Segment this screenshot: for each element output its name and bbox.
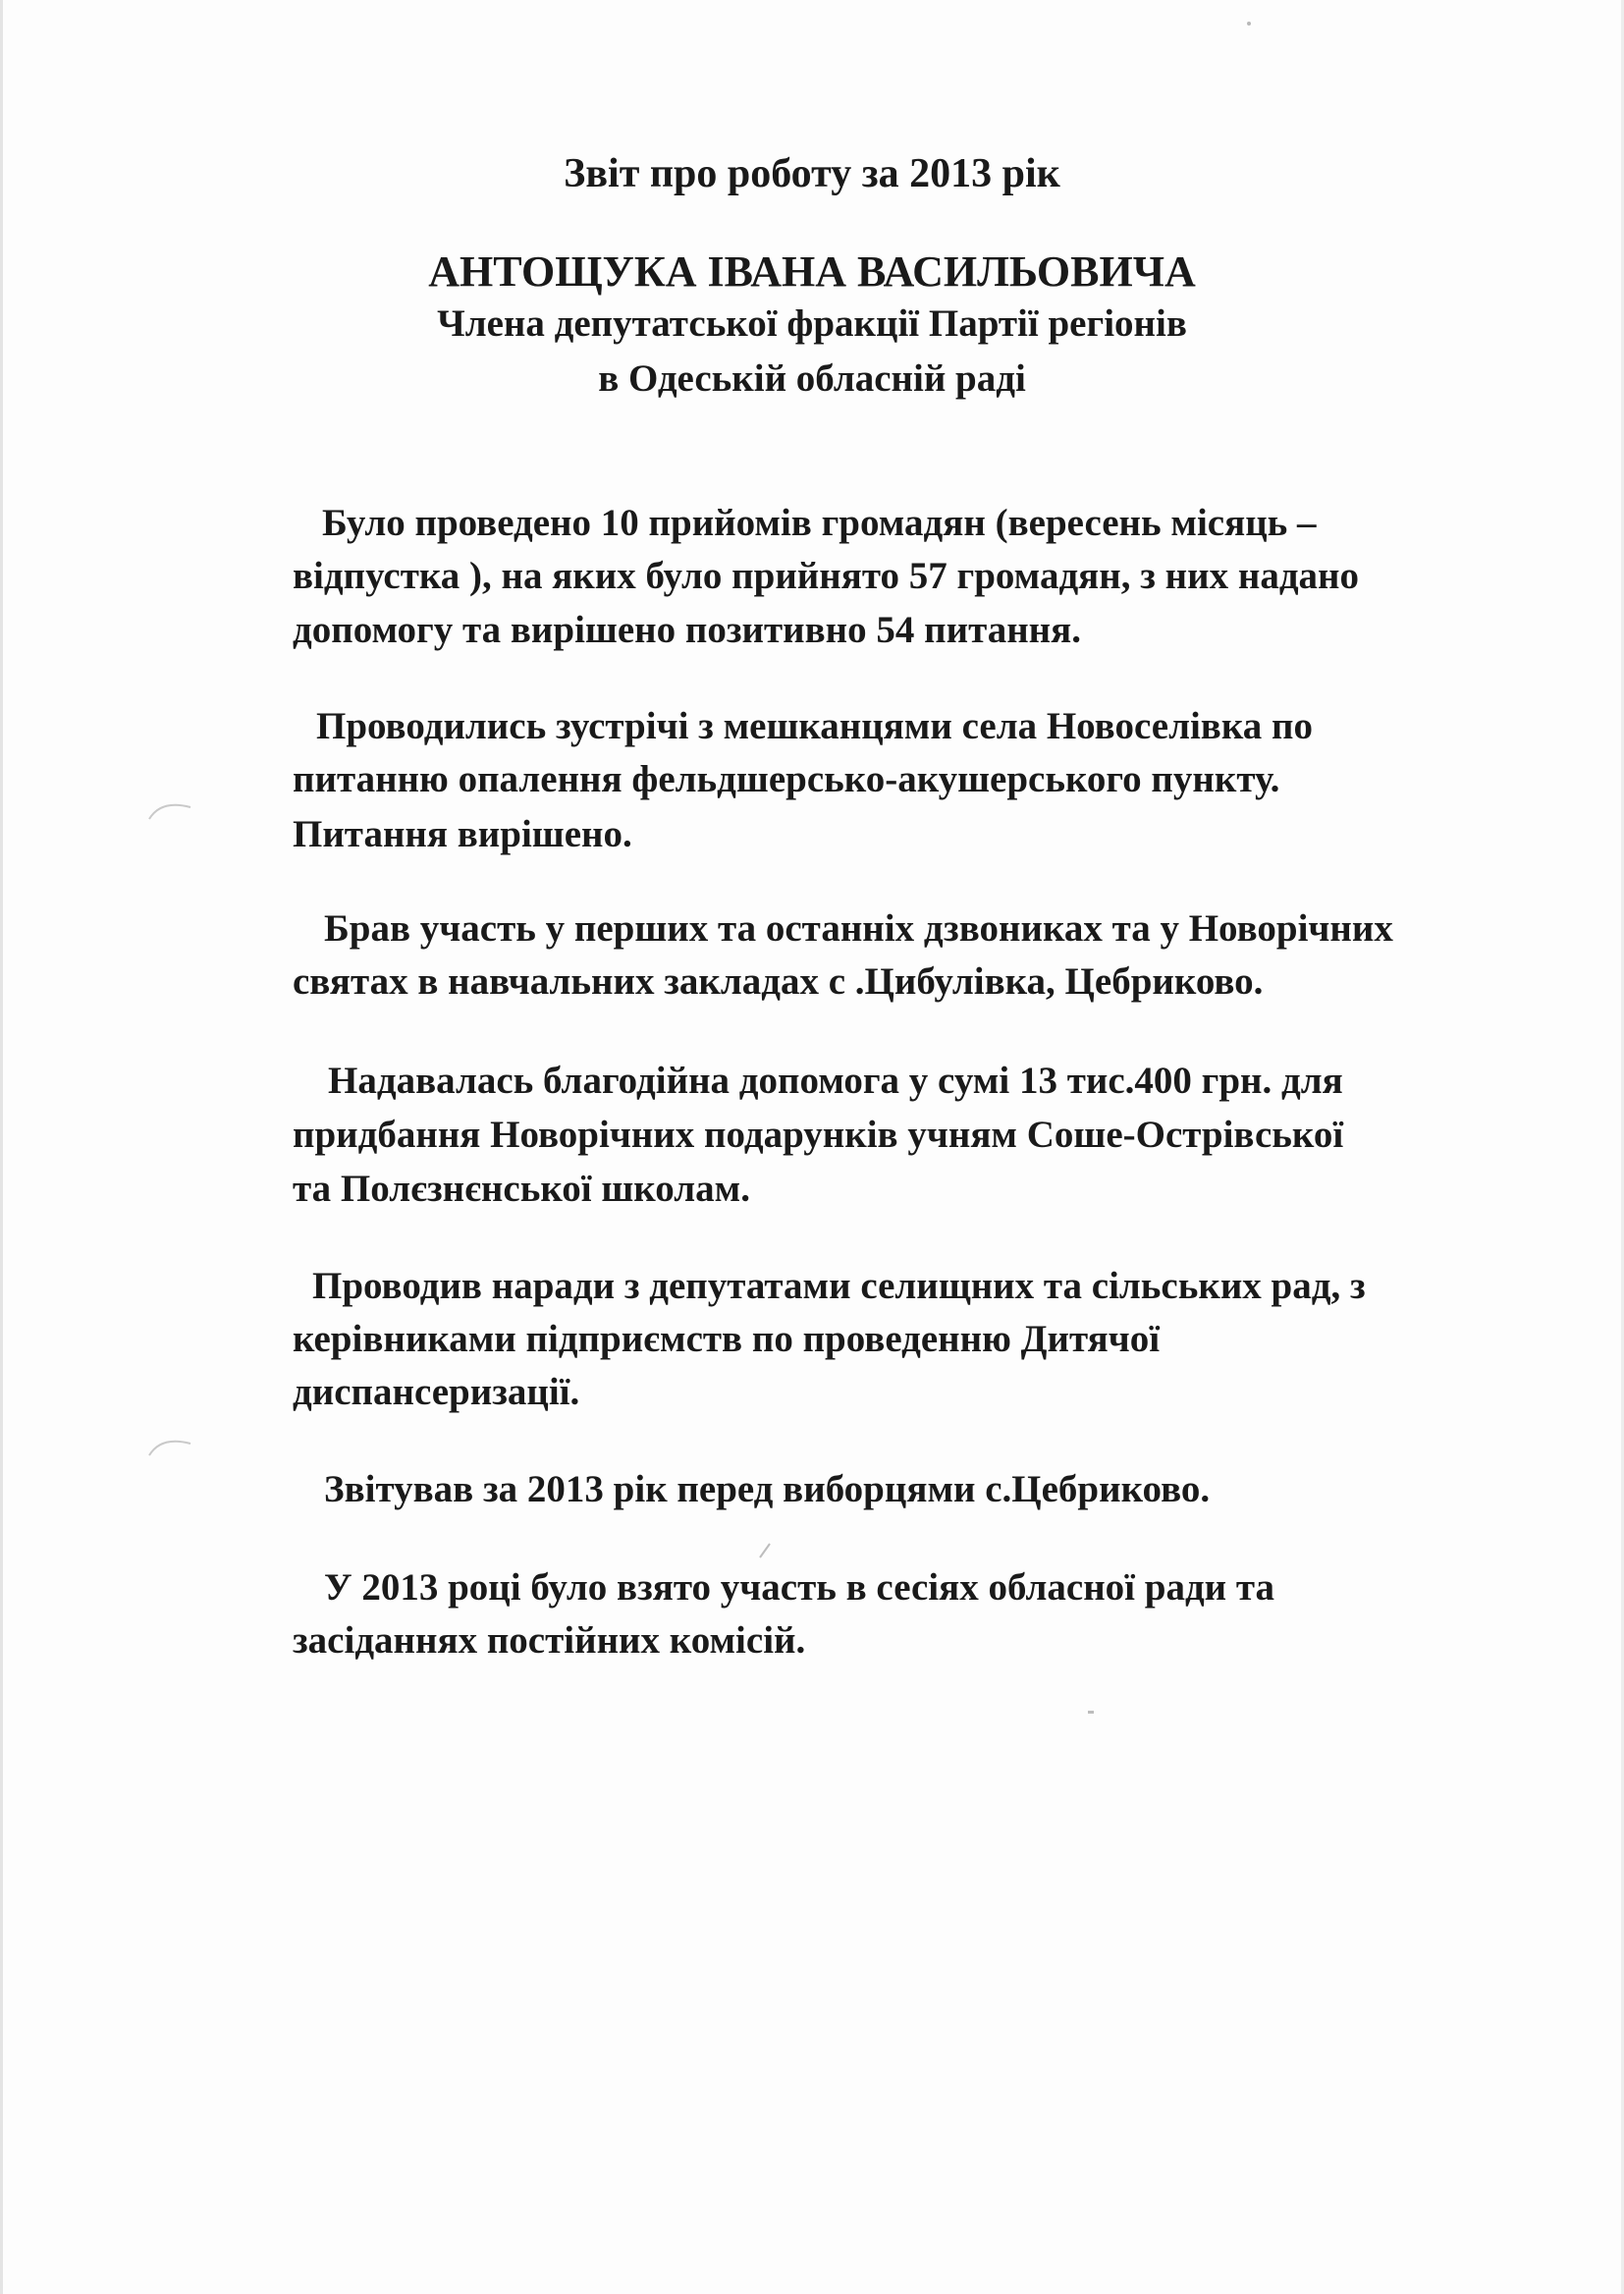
paragraph-1-line-3: допомогу та вирішено позитивно 54 питання. — [293, 609, 1082, 651]
paragraph-3-line-2: святах в навчальних закладах с .Цибулівка, Цебриково. — [293, 960, 1264, 1003]
paragraph-2-line-2: питанню опалення фельдшерсько-акушерського пункту. — [293, 758, 1280, 800]
paragraph-7-line-2: засіданнях постійних комісій. — [293, 1619, 806, 1662]
paragraph-4-line-1: Надавалась благодійна допомога у сумі 13 тис.400 грн. для — [328, 1060, 1343, 1102]
paragraph-5-line-1: Проводив наради з депутатами селищних та сільських рад, з — [312, 1265, 1366, 1307]
paragraph-5-line-2: керівниками підприємств по проведенню Дитячої — [293, 1318, 1161, 1360]
scan-speck — [758, 1542, 772, 1559]
paragraph-1-line-1: Було проведено 10 прийомів громадян (вересень місяць – — [322, 502, 1317, 544]
paragraph-2-line-1: Проводились зустрічі з мешканцями села Новоселівка по — [316, 705, 1313, 747]
position-line-2: в Одеській обласній раді — [598, 357, 1026, 400]
report-title: Звіт про роботу за 2013 рік — [564, 151, 1060, 196]
punch-hole-mark-lower — [147, 1430, 192, 1459]
position-line-1: Члена депутатської фракції Партії регіонів — [437, 302, 1187, 345]
paragraph-2-line-3: Питання вирішено. — [293, 813, 632, 855]
left-edge-shadow — [0, 0, 3, 2294]
scan-dot-top — [1247, 22, 1251, 26]
paragraph-4-line-2: придбання Новорічних подарунків учням Соше-Острівської — [293, 1114, 1344, 1156]
paragraph-5-line-3: диспансеризації. — [293, 1371, 580, 1413]
paragraph-6-line-1: Звітував за 2013 рік перед виборцями с.Цебриково. — [324, 1468, 1211, 1510]
paragraph-4-line-3: та Полєзнєнської школам. — [293, 1168, 750, 1210]
paragraph-7-line-1: У 2013 році було взято участь в сесіях обласної ради та — [324, 1566, 1275, 1609]
paragraph-1-line-2: відпустка ), на яких було прийнято 57 громадян, з них надано — [293, 555, 1360, 597]
paragraph-3-line-1: Брав участь у перших та останніх дзвониках та у Новорічних — [324, 907, 1393, 950]
scan-dot-lower — [1088, 1711, 1094, 1714]
deputy-name: АНТОЩУКА ІВАНА ВАСИЛЬОВИЧА — [428, 247, 1196, 296]
punch-hole-mark-upper — [147, 793, 192, 823]
